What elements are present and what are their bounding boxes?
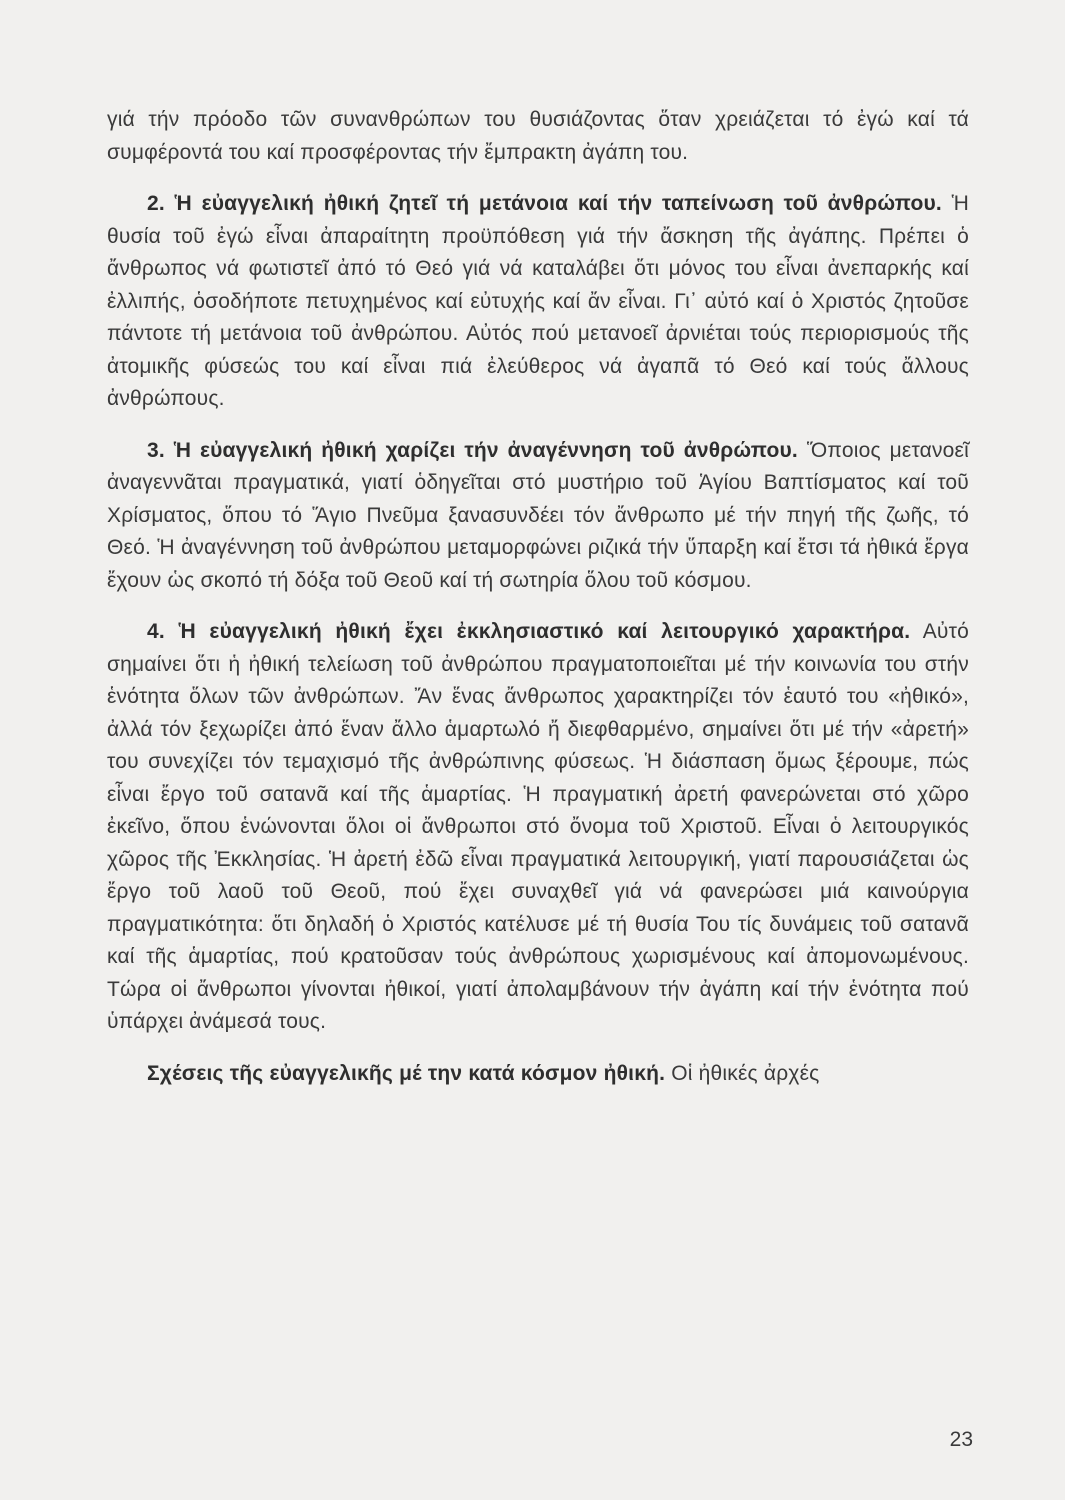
page-number: 23 (949, 1428, 973, 1451)
section-2-body: Ἡ θυσία τοῦ ἐγώ εἶναι ἀπαραίτητη προϋπόθεση γιά τήν ἄσκηση τῆς ἀγάπης. Πρέπει ὁ ἄνθρωπος νά φωτιστεῖ ἀπό τό Θεό γιά νά καταλάβει ὅτι μόνος του εἶναι ἀνεπαρκής καί ἐλλιπής, ὁσοδήποτε πετυχημένος καί εὐτυχής καί ἄν εἶναι. Γι᾿ αὐτό καί ὁ Χριστός ζητοῦσε πάντοτε τή μετάνοια τοῦ ἀνθρώπου. Αὐτός πού μετανοεῖ ἀρνιέται τούς περιορισμούς τῆς ἀτομικῆς φύσεώς του καί εἶναι πιά ἐλεύθερος νά ἀγαπᾶ τό Θεό καί τούς ἄλλους ἀνθρώπους. (107, 192, 969, 410)
opening-paragraph: γιά τήν πρόοδο τῶν συνανθρώπων του θυσιάζοντας ὅταν χρειάζεται τό ἐγώ καί τά συμφέροντά του καί προσφέροντας τήν ἔμπρακτη ἀγάπη του. (107, 108, 969, 164)
section-2-paragraph (107, 188, 969, 416)
section-3-paragraph (107, 435, 969, 598)
section-3-heading: 3. Ἡ εὐαγγελική ἠθική χαρίζει τήν ἀναγέννηση τοῦ ἀνθρώπου. (147, 438, 798, 462)
closing-paragraph (107, 1058, 969, 1091)
paragraph-gap (107, 169, 969, 188)
closing-body: Οἱ ἠθικές ἀρχές (671, 1061, 820, 1085)
paragraph-gap (107, 416, 969, 435)
paragraph-gap (107, 597, 969, 616)
section-3-body: Ὅποιος μετανοεῖ ἀναγεννᾶται πραγματικά, γιατί ὁδηγεῖται στό μυστήριο τοῦ Ἁγίου Βαπτίσματος καί τοῦ Χρίσματος, ὅπου τό Ἅγιο Πνεῦμα ξανασυνδέει τόν ἄνθρωπο μέ τήν πηγή τῆς ζωῆς, τό Θεό. Ἡ ἀναγέννηση τοῦ ἀνθρώπου μεταμορφώνει ριζικά τήν ὕπαρξη καί ἔτσι τά ἠθικά ἔργα ἔχουν ὡς σκοπό τή δόξα τοῦ Θεοῦ καί τή σωτηρία ὅλου τοῦ κόσμου. (107, 438, 969, 592)
section-4-paragraph (107, 616, 969, 1039)
section-4-heading: 4. Ἡ εὐαγγελική ἠθική ἔχει ἐκκλησιαστικό καί λειτουργικό χαρακτήρα. (147, 620, 911, 643)
paragraph-gap (107, 1039, 969, 1058)
section-4-body: Αὐτό σημαίνει ὅτι ἡ ἠθική τελείωση τοῦ ἀνθρώπου πραγματοποιεῖται μέ τήν κοινωνία του στήν ἑνότητα ὅλων τῶν ἀνθρώπων. Ἄν ἕνας ἄνθρωπος χαρακτηρίζει τόν ἑαυτό του «ἠθικό», ἀλλά τόν ξεχωρίζει ἀπό ἕναν ἄλλο ἁμαρτωλό ἤ διεφθαρμένο, σημαίνει ὅτι μέ τήν «ἀρετή» του συνεχίζει τόν τεμαχισμό τῆς ἀνθρώπινης φύσεως. Ἡ διάσπαση ὅμως ξέρουμε, πώς εἶναι ἔργο τοῦ σατανᾶ καί τῆς ἁμαρτίας. Ἡ πραγματική ἀρετή φανερώνεται στό χῶρο ἐκεῖνο, ὅπου ἑνώνονται ὅλοι οἱ ἄνθρωποι στό ὄνομα τοῦ Χριστοῦ. Εἶναι ὁ λειτουργικός χῶρος τῆς Ἐκκλησίας. Ἡ ἀρετή ἐδῶ εἶναι πραγματικά λειτουργική, γιατί παρουσιάζεται ὡς ἔργο τοῦ λαοῦ τοῦ Θεοῦ, πού ἔχει συναχθεῖ γιά νά φανερώσει μιά καινούργια πραγματικότητα: ὅτι δηλαδή ὁ Χριστός κατέλυσε μέ τή θυσία Του τίς δυνάμεις τοῦ σατανᾶ καί τῆς ἁμαρτίας, πού κρατοῦσαν τούς ἀνθρώπους χωρισμένους καί ἀπομονωμένους. Τώρα οἱ ἄνθρωποι γίνονται ἠθικοί, γιατί ἀπολαμβάνουν τήν ἀγάπη καί τήν ἑνότητα πού ὑπάρχει ἀνάμεσά τους. (107, 620, 969, 1033)
page-text (107, 104, 969, 1090)
section-2-heading: 2. Ἡ εὐαγγελική ἠθική ζητεῖ τή μετάνοια καί τήν ταπείνωση τοῦ ἀνθρώπου. (147, 192, 942, 215)
closing-heading: Σχέσεις τῆς εὐαγγελικῆς μέ την κατά κόσμον ἠθική. (147, 1061, 666, 1085)
